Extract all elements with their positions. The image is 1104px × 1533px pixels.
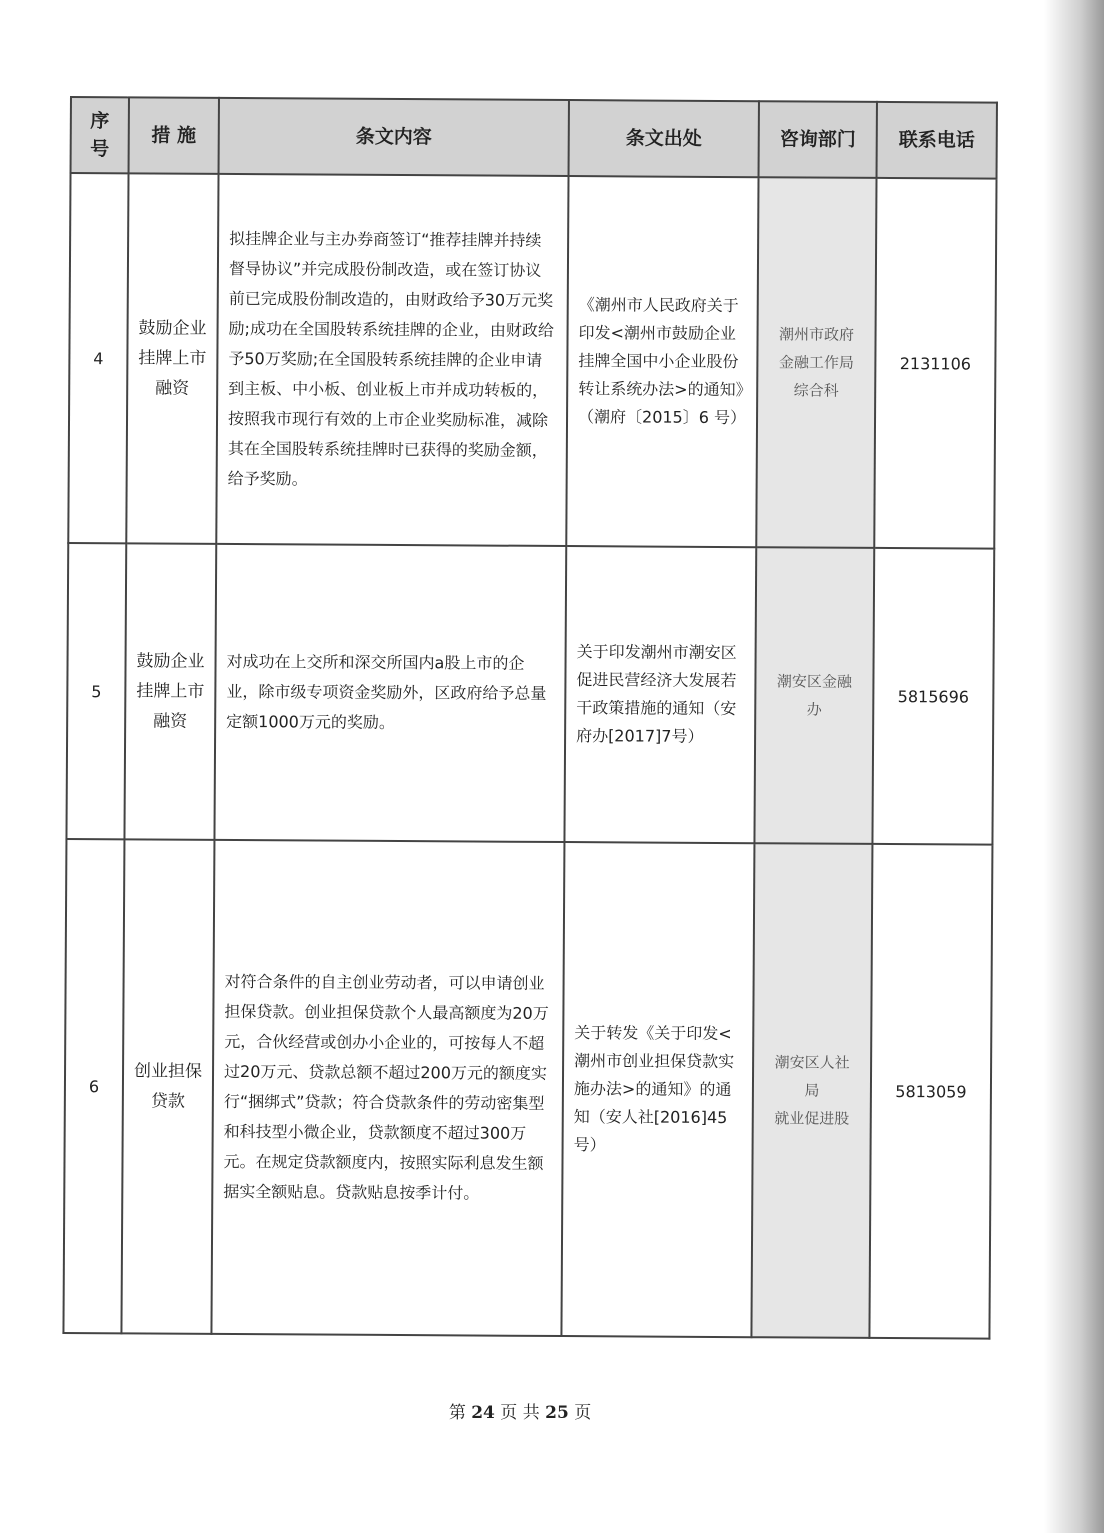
footer-prefix: 第 xyxy=(448,1403,466,1423)
row-phone: 5815696 xyxy=(872,548,994,845)
row-source: 关于转发《关于印发<潮州市创业担保贷款实施办法>的通知》的通知（安人社[2016]45号） xyxy=(561,842,754,1337)
row-dept: 潮安区人社 局 就业促进股 xyxy=(751,843,872,1338)
row-content: 拟挂牌企业与主办券商签订“推荐挂牌并持续督导协议”并完成股份制改造，或在签订协议前已完成股份制改造的，由财政给予30万元奖励;成功在全国股转系统挂牌的企业，由财政给予50万奖励;在全国股转系统挂牌的企业申请到主板、中小板、创业板上市并成功转板的，按照我市现行有效的上市企业奖励标准，减除其在全国股转系统挂牌时已获得的奖励金额，给予奖励。 xyxy=(216,174,568,546)
page-footer xyxy=(0,1398,1040,1423)
header-phone: 联系电话 xyxy=(877,102,997,179)
footer-page-number: 24 xyxy=(471,1403,495,1423)
row-measure: 创业担保贷款 xyxy=(121,839,214,1334)
row-phone: 5813059 xyxy=(869,844,992,1339)
row-content: 对符合条件的自主创业劳动者，可以申请创业担保贷款。创业担保贷款个人最高额度为20万元，合伙经营或创办小企业的，可按每人不超过20万元、贷款总额不超过200万元的额度实行“捆绑式”贷款；符合贷款条件的劳动密集型和科技型小微企业，贷款额度不超过300万元。在规定贷款额度内，按照实际利息发生额据实全额贴息。贷款贴息按季计付。 xyxy=(211,840,564,1336)
header-source: 条文出处 xyxy=(569,100,759,177)
row-measure: 鼓励企业挂牌上市融资 xyxy=(126,173,218,544)
footer-suffix: 页 xyxy=(574,1403,592,1423)
footer-total-pages: 25 xyxy=(545,1403,569,1423)
policy-table xyxy=(62,96,998,1340)
row-source: 《潮州市人民政府关于印发<潮州市鼓励企业挂牌全国中小企业股份转让系统办法>的通知》（潮府〔2015〕6 号） xyxy=(566,176,758,547)
table-row xyxy=(68,173,996,549)
table-header-row xyxy=(71,97,997,179)
footer-middle: 页 共 xyxy=(500,1403,540,1423)
row-dept: 潮安区金融 办 xyxy=(754,547,874,844)
row-measure: 鼓励企业挂牌上市融资 xyxy=(124,543,216,840)
header-dept: 咨询部门 xyxy=(759,101,877,178)
header-num: 序号 xyxy=(71,97,129,173)
row-num: 5 xyxy=(66,543,126,839)
row-num: 6 xyxy=(63,839,124,1333)
row-num: 4 xyxy=(68,173,128,543)
table-row xyxy=(66,543,994,845)
table-row xyxy=(63,839,992,1339)
header-measure: 措 施 xyxy=(129,97,219,174)
row-dept: 潮州市政府 金融工作局 综合科 xyxy=(756,177,876,548)
row-phone: 2131106 xyxy=(874,178,996,549)
row-source: 关于印发潮州市潮安区促进民营经济大发展若干政策措施的通知（安府办[2017]7号） xyxy=(564,546,756,843)
header-content: 条文内容 xyxy=(219,98,569,176)
row-content: 对成功在上交所和深交所国内a股上市的企业，除市级专项资金奖励外，区政府给予总量定额1000万元的奖励。 xyxy=(214,544,566,842)
page-edge-shadow xyxy=(1044,0,1104,1533)
